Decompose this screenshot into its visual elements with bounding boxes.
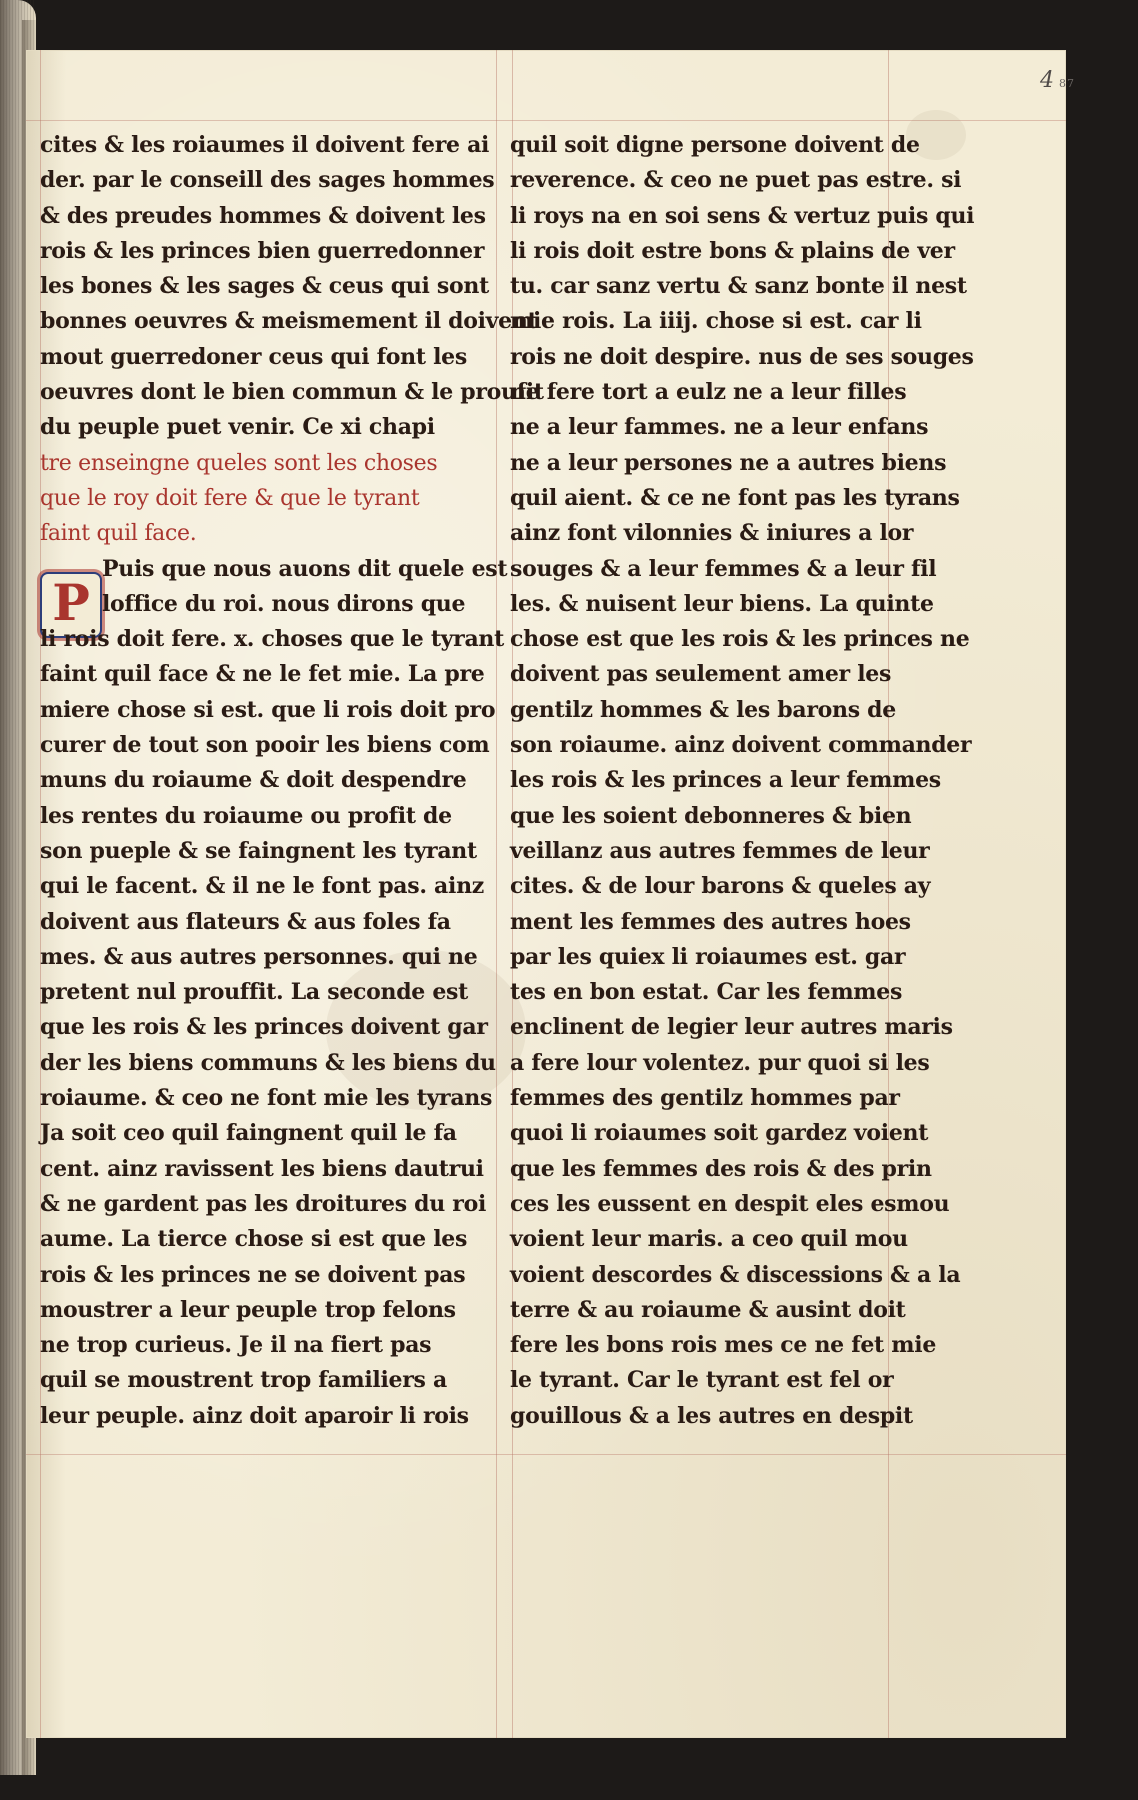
text-line: ne fere tort a eulz ne a leur filles <box>510 379 907 406</box>
text-line: chose est que les rois & les princes ne <box>510 626 970 653</box>
text-line: quil se moustrent trop familiers a <box>40 1367 447 1394</box>
text-line: son roiaume. ainz doivent commander <box>510 732 972 759</box>
ruling-line <box>496 50 497 1738</box>
text-line: der. par le conseill des sages hommes <box>40 167 495 194</box>
text-line: rois & les princes bien guerredonner <box>40 237 485 264</box>
folio-number-small: 87 <box>1059 77 1075 90</box>
text-line: & ne gardent pas les droitures du roi <box>40 1190 487 1217</box>
text-line: les. & nuisent leur biens. La quinte <box>510 590 934 617</box>
text-line: quoi li roiaumes soit gardez voient <box>510 1120 929 1147</box>
text-line: femmes des gentilz hommes par <box>510 1085 900 1112</box>
text-line: du peuple puet venir. Ce xi chapi <box>40 414 435 441</box>
text-line: rois ne doit despire. nus de ses souges <box>510 343 974 370</box>
text-line: ne trop curieus. Je il na fiert pas <box>40 1332 432 1359</box>
text-column-right <box>510 128 975 1434</box>
text-line: qui le facent. & il ne le font pas. ainz <box>40 873 484 900</box>
text-line: voient descordes & discessions & a la <box>510 1261 961 1288</box>
text-line: souges & a leur femmes & a leur fil <box>510 555 937 582</box>
rubric-line: tre enseingne queles sont les choses <box>40 450 438 476</box>
text-line: le tyrant. Car le tyrant est fel or <box>510 1367 894 1394</box>
text-line: fere les bons rois mes ce ne fet mie <box>510 1332 937 1359</box>
text-line: li roys na en soi sens & vertuz puis qui <box>510 202 975 229</box>
text-line: gentilz hommes & les barons de <box>510 696 896 723</box>
text-line: muns du roiaume & doit despendre <box>40 767 467 794</box>
text-line: bonnes oeuvres & meismement il doivent <box>40 308 538 335</box>
text-line: oeuvres dont le bien commun & le proufit <box>40 379 544 406</box>
text-line: son pueple & se faingnent les tyrant <box>40 837 477 864</box>
text-line: faint quil face & ne le fet mie. La pre <box>40 661 485 688</box>
text-line: Puis que nous auons dit quele est <box>102 555 508 582</box>
text-line: der les biens communs & les biens du <box>40 1049 496 1076</box>
text-line: reverence. & ceo ne puet pas estre. si <box>510 167 962 194</box>
text-line: enclinent de legier leur autres maris <box>510 1014 953 1041</box>
text-line: mie rois. La iiij. chose si est. car li <box>510 308 922 335</box>
text-line: ne a leur persones ne a autres biens <box>510 449 947 476</box>
text-line: miere chose si est. que li rois doit pro <box>40 696 496 723</box>
text-line: cites. & de lour barons & queles ay <box>510 873 931 900</box>
text-line: gouillous & a les autres en despit <box>510 1402 913 1429</box>
text-line: quil soit digne persone doivent de <box>510 132 920 158</box>
text-column-left <box>40 128 544 1434</box>
text-line: cites & les roiaumes il doivent fere ai <box>40 132 490 158</box>
text-line: mes. & aus autres personnes. qui ne <box>40 943 478 970</box>
decorated-initial-letter: P <box>52 573 90 632</box>
rubric-line: que le roy doit fere & que le tyrant <box>40 485 420 511</box>
text-line: tes en bon estat. Car les femmes <box>510 979 903 1006</box>
text-line: li rois doit estre bons & plains de ver <box>510 237 955 264</box>
folio-number <box>1040 68 1075 93</box>
text-line: aume. La tierce chose si est que les <box>40 1226 468 1253</box>
text-line: li rois doit fere. x. choses que le tyrant <box>40 626 504 653</box>
text-line: leur peuple. ainz doit aparoir li rois <box>40 1402 469 1429</box>
text-line: Ja soit ceo quil faingnent quil le fa <box>40 1120 457 1147</box>
text-line: ment les femmes des autres hoes <box>510 908 911 935</box>
text-line: veillanz aus autres femmes de leur <box>510 837 930 864</box>
folio-mark: 4 <box>1040 68 1055 93</box>
text-line: par les quiex li roiaumes est. gar <box>510 943 906 970</box>
text-line: & des preudes hommes & doivent les <box>40 202 486 229</box>
text-line: que les femmes des rois & des prin <box>510 1155 932 1182</box>
text-line: que les rois & les princes doivent gar <box>40 1014 488 1041</box>
rubric-line: faint quil face. <box>40 521 197 547</box>
text-line: voient leur maris. a ceo quil mou <box>510 1226 908 1253</box>
ruling-line <box>26 1454 1066 1455</box>
text-line: mout guerredoner ceus qui font les <box>40 343 467 370</box>
text-line: cent. ainz ravissent les biens dautrui <box>40 1155 484 1182</box>
text-line: tu. car sanz vertu & sanz bonte il nest <box>510 273 967 300</box>
text-line: roiaume. & ceo ne font mie les tyrans <box>40 1085 493 1112</box>
text-line: les rois & les princes a leur femmes <box>510 767 941 794</box>
text-line: quil aient. & ce ne font pas les tyrans <box>510 484 960 511</box>
text-line: rois & les princes ne se doivent pas <box>40 1261 466 1288</box>
text-line: moustrer a leur peuple trop felons <box>40 1296 456 1323</box>
text-line: ainz font vilonnies & iniures a lor <box>510 520 914 547</box>
text-line: les rentes du roiaume ou profit de <box>40 802 452 829</box>
text-line: que les soient debonneres & bien <box>510 802 912 829</box>
text-line: loffice du roi. nous dirons que <box>102 590 466 617</box>
text-line: a fere lour volentez. pur quoi si les <box>510 1049 930 1076</box>
text-line: terre & au roiaume & ausint doit <box>510 1296 906 1323</box>
text-line: ces les eussent en despit eles esmou <box>510 1190 950 1217</box>
text-line: pretent nul prouffit. La seconde est <box>40 979 468 1006</box>
text-line: doivent pas seulement amer les <box>510 661 892 688</box>
text-line: ne a leur fammes. ne a leur enfans <box>510 414 929 441</box>
text-line: curer de tout son pooir les biens com <box>40 732 490 759</box>
text-line: les bones & les sages & ceus qui sont <box>40 273 489 300</box>
text-line: doivent aus flateurs & aus foles fa <box>40 908 451 935</box>
